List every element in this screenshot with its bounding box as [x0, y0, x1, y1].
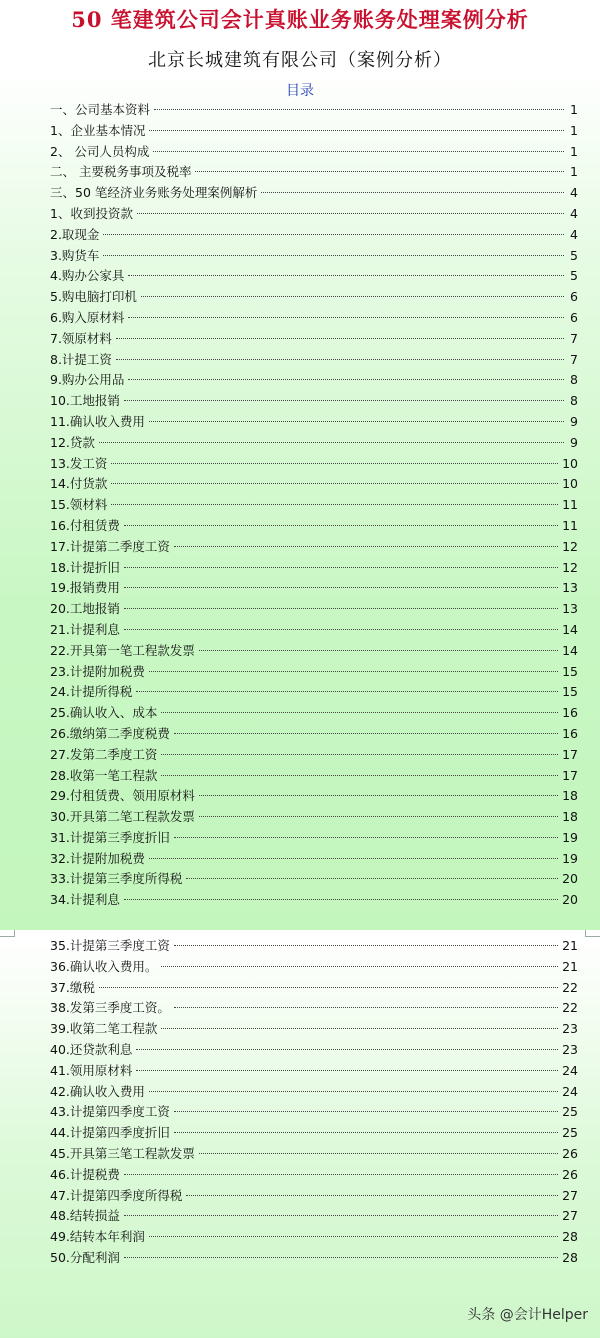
toc-entry-label: 33.计提第三季度所得税: [50, 871, 183, 887]
toc-leader-dots: [137, 213, 564, 214]
toc-entry-page-number: 25: [562, 1125, 578, 1141]
toc-entry-label: 7.领原材料: [50, 330, 112, 346]
toc-entry-label: 22.开具第一笔工程款发票: [50, 642, 195, 658]
toc-entry-label: 三、50 笔经济业务账务处理案例解析: [50, 185, 258, 201]
toc-leader-dots: [174, 733, 558, 734]
toc-entry-page-number: 18: [562, 809, 578, 825]
toc-entry[interactable]: [50, 391, 578, 412]
toc-entry-label: 40.还贷款利息: [50, 1041, 133, 1057]
toc-entry-page-number: 1: [570, 164, 578, 180]
toc-leader-dots: [124, 567, 558, 568]
toc-leader-dots: [199, 795, 558, 796]
toc-leader-dots: [124, 1215, 558, 1216]
document-title: 50 笔建筑公司会计真账业务账务处理案例分析: [71, 7, 529, 32]
toc-entry-page-number: 26: [562, 1166, 578, 1182]
toc-entry[interactable]: [50, 1206, 578, 1227]
toc-entry-page-number: 20: [562, 871, 578, 887]
toc-entry-label: 42.确认收入费用: [50, 1083, 145, 1099]
toc-entry-page-number: 1: [570, 143, 578, 159]
toc-entry[interactable]: [50, 978, 578, 999]
toc-entry-label: 10.工地报销: [50, 393, 120, 409]
toc-entry-page-number: 11: [562, 497, 578, 513]
toc-entry-label: 13.发工资: [50, 455, 108, 471]
toc-entry-page-number: 7: [570, 351, 578, 367]
toc-entry[interactable]: [50, 1186, 578, 1207]
toc-entry-page-number: 22: [562, 979, 578, 995]
toc-entry-label: 二、 主要税务事项及税率: [50, 164, 192, 180]
toc-entry-page-number: 13: [562, 601, 578, 617]
toc-entry-label: 45.开具第三笔工程款发票: [50, 1145, 195, 1161]
toc-leader-dots: [161, 754, 558, 755]
toc-entry-label: 18.计提折旧: [50, 559, 120, 575]
toc-entry-label: 27.发第二季度工资: [50, 746, 158, 762]
toc-entry-label: 12.贷款: [50, 434, 95, 450]
toc-entry[interactable]: [50, 1165, 578, 1186]
toc-leader-dots: [261, 192, 564, 193]
toc-entry-page-number: 14: [562, 642, 578, 658]
toc-entry-page-number: 24: [562, 1083, 578, 1099]
toc-entry-label: 29.付租赁费、领用原材料: [50, 788, 195, 804]
toc-entry[interactable]: [50, 1061, 578, 1082]
toc-entry-label: 9.购办公用品: [50, 372, 125, 388]
toc-entry-label: 28.收第一笔工程款: [50, 767, 158, 783]
toc-entry-label: 50.分配利润: [50, 1249, 120, 1265]
toc-entry[interactable]: [50, 474, 578, 495]
toc-leader-dots: [199, 1153, 558, 1154]
toc-leader-dots: [124, 1257, 558, 1258]
toc-entry-page-number: 10: [562, 476, 578, 492]
toc-leader-dots: [136, 1070, 558, 1071]
toc-leader-dots: [195, 171, 564, 172]
toc-entry-label: 8.计提工资: [50, 351, 112, 367]
toc-entry-label: 47.计提第四季度所得税: [50, 1187, 183, 1203]
toc-entry[interactable]: [50, 121, 578, 142]
toc-entry[interactable]: [50, 936, 578, 957]
toc-leader-dots: [199, 816, 558, 817]
toc-entry[interactable]: [50, 766, 578, 787]
toc-entry-label: 17.计提第二季度工资: [50, 538, 170, 554]
toc-entry[interactable]: [50, 599, 578, 620]
toc-leader-dots: [124, 608, 558, 609]
toc-entry[interactable]: [50, 641, 578, 662]
toc-entry-page-number: 19: [562, 829, 578, 845]
toc-list-page-1: [50, 100, 578, 911]
toc-entry-page-number: 18: [562, 788, 578, 804]
toc-entry-label: 36.确认收入费用。: [50, 958, 158, 974]
toc-entry[interactable]: [50, 433, 578, 454]
toc-entry-page-number: 5: [570, 247, 578, 263]
toc-entry[interactable]: [50, 869, 578, 890]
toc-leader-dots: [136, 1049, 558, 1050]
toc-leader-dots: [99, 987, 558, 988]
toc-entry[interactable]: [50, 308, 578, 329]
page-corner-mark-right: [585, 930, 600, 937]
toc-entry-label: 1、企业基本情况: [50, 122, 146, 138]
toc-entry[interactable]: [50, 1123, 578, 1144]
toc-entry-page-number: 11: [562, 517, 578, 533]
toc-entry-label: 31.计提第三季度折旧: [50, 829, 170, 845]
toc-entry-label: 24.计提所得税: [50, 684, 133, 700]
toc-entry-page-number: 4: [570, 185, 578, 201]
toc-entry[interactable]: [50, 495, 578, 516]
toc-entry-page-number: 14: [562, 621, 578, 637]
toc-leader-dots: [124, 1174, 558, 1175]
document-subtitle: 北京长城建筑有限公司（案例分析）: [148, 50, 452, 71]
toc-entry[interactable]: [50, 412, 578, 433]
toc-entry-label: 3.购货车: [50, 247, 100, 263]
toc-leader-dots: [116, 338, 564, 339]
toc-leader-dots: [124, 587, 558, 588]
toc-entry[interactable]: [50, 745, 578, 766]
toc-entry-page-number: 25: [562, 1104, 578, 1120]
toc-leader-dots: [111, 483, 558, 484]
toc-leader-dots: [103, 234, 564, 235]
toc-leader-dots: [149, 671, 558, 672]
toc-leader-dots: [136, 691, 558, 692]
toc-leader-dots: [174, 546, 558, 547]
toc-entry-label: 一、公司基本资料: [50, 102, 151, 117]
toc-entry-page-number: 28: [562, 1229, 578, 1245]
toc-entry-label: 4.购办公家具: [50, 268, 125, 284]
toc-entry-label: 49.结转本年利润: [50, 1229, 145, 1245]
toc-entry-label: 23.计提附加税费: [50, 663, 145, 679]
toc-entry-label: 46.计提税费: [50, 1166, 120, 1182]
toc-entry[interactable]: [50, 162, 578, 183]
toc-entry[interactable]: [50, 204, 578, 225]
toc-entry[interactable]: [50, 266, 578, 287]
toc-entry-page-number: 6: [570, 289, 578, 305]
toc-entry[interactable]: [50, 662, 578, 683]
toc-entry[interactable]: [50, 578, 578, 599]
toc-leader-dots: [186, 878, 558, 879]
toc-entry-page-number: 10: [562, 455, 578, 471]
toc-entry[interactable]: [50, 620, 578, 641]
toc-entry[interactable]: [50, 454, 578, 475]
toc-entry-label: 11.确认收入费用: [50, 413, 145, 429]
toc-leader-dots: [149, 1236, 558, 1237]
toc-entry-label: 20.工地报销: [50, 601, 120, 617]
toc-leader-dots: [149, 858, 558, 859]
toc-entry-label: 41.领用原材料: [50, 1062, 133, 1078]
toc-entry-label: 5.购电脑打印机: [50, 289, 137, 305]
toc-entry-page-number: 1: [570, 122, 578, 138]
toc-entry[interactable]: [50, 537, 578, 558]
toc-leader-dots: [154, 109, 564, 110]
toc-entry[interactable]: [50, 828, 578, 849]
toc-entry[interactable]: [50, 287, 578, 308]
toc-entry[interactable]: [50, 1248, 578, 1269]
toc-leader-dots: [111, 504, 558, 505]
toc-entry-page-number: 8: [570, 372, 578, 388]
toc-entry[interactable]: [50, 1227, 578, 1248]
toc-entry[interactable]: [50, 1019, 578, 1040]
toc-entry[interactable]: [50, 890, 578, 911]
toc-entry-page-number: 8: [570, 393, 578, 409]
toc-entry[interactable]: [50, 1102, 578, 1123]
toc-leader-dots: [186, 1195, 558, 1196]
toc-leader-dots: [174, 1132, 558, 1133]
toc-leader-dots: [128, 275, 564, 276]
toc-leader-dots: [141, 296, 564, 297]
toc-list-page-2: [50, 936, 578, 1269]
toc-entry-label: 37.缴税: [50, 979, 95, 995]
toc-entry-page-number: 9: [570, 413, 578, 429]
watermark: 头条 @会计Helper: [467, 1307, 588, 1323]
toc-leader-dots: [174, 1111, 558, 1112]
toc-leader-dots: [124, 400, 564, 401]
toc-entry[interactable]: [50, 558, 578, 579]
toc-entry[interactable]: [50, 183, 578, 204]
toc-entry-label: 16.付租赁费: [50, 517, 120, 533]
toc-entry-page-number: 4: [570, 205, 578, 221]
toc-entry-page-number: 26: [562, 1145, 578, 1161]
toc-entry-label: 2.取现金: [50, 226, 100, 242]
toc-entry[interactable]: [50, 786, 578, 807]
toc-entry[interactable]: [50, 225, 578, 246]
toc-entry-page-number: 28: [562, 1249, 578, 1265]
toc-entry[interactable]: [50, 849, 578, 870]
toc-leader-dots: [149, 130, 564, 131]
toc-entry-page-number: 12: [562, 538, 578, 554]
toc-leader-dots: [149, 421, 564, 422]
toc-entry-label: 25.确认收入、成本: [50, 705, 158, 721]
toc-entry-page-number: 27: [562, 1208, 578, 1224]
toc-leader-dots: [174, 837, 558, 838]
toc-entry-label: 32.计提附加税费: [50, 850, 145, 866]
toc-entry-label: 1、收到投资款: [50, 205, 133, 221]
toc-entry-page-number: 17: [562, 746, 578, 762]
toc-entry-page-number: 17: [562, 767, 578, 783]
toc-leader-dots: [111, 463, 558, 464]
toc-entry-label: 30.开具第二笔工程款发票: [50, 809, 195, 825]
toc-entry[interactable]: [50, 100, 578, 121]
toc-entry[interactable]: [50, 1040, 578, 1061]
toc-entry[interactable]: [50, 807, 578, 828]
toc-entry-label: 6.购入原材料: [50, 309, 125, 325]
page-corner-mark-left: [0, 930, 15, 937]
toc-leader-dots: [103, 255, 564, 256]
toc-entry-page-number: 4: [570, 226, 578, 242]
toc-leader-dots: [124, 629, 558, 630]
toc-entry[interactable]: [50, 142, 578, 163]
toc-entry-page-number: 21: [562, 958, 578, 974]
toc-entry-page-number: 5: [570, 268, 578, 284]
toc-leader-dots: [199, 650, 558, 651]
toc-entry-label: 26.缴纳第二季度税费: [50, 725, 170, 741]
toc-leader-dots: [124, 525, 558, 526]
toc-entry[interactable]: [50, 246, 578, 267]
toc-entry-label: 38.发第三季度工资。: [50, 1000, 170, 1016]
toc-entry-label: 44.计提第四季度折旧: [50, 1125, 170, 1141]
toc-leader-dots: [116, 359, 564, 360]
toc-entry-label: 21.计提利息: [50, 621, 120, 637]
toc-entry-page-number: 24: [562, 1062, 578, 1078]
toc-entry[interactable]: [50, 682, 578, 703]
toc-entry-label: 35.计提第三季度工资: [50, 938, 170, 953]
toc-entry[interactable]: [50, 957, 578, 978]
toc-entry-label: 39.收第二笔工程款: [50, 1021, 158, 1037]
toc-entry[interactable]: [50, 370, 578, 391]
toc-entry-page-number: 23: [562, 1041, 578, 1057]
toc-entry[interactable]: [50, 350, 578, 371]
toc-leader-dots: [161, 712, 558, 713]
toc-leader-dots: [99, 442, 564, 443]
toc-entry-label: 48.结转损益: [50, 1208, 120, 1224]
toc-entry-label: 43.计提第四季度工资: [50, 1104, 170, 1120]
toc-entry-page-number: 15: [562, 663, 578, 679]
toc-entry[interactable]: [50, 1082, 578, 1103]
toc-entry-page-number: 7: [570, 330, 578, 346]
toc-entry-label: 34.计提利息: [50, 892, 120, 908]
toc-entry-page-number: 19: [562, 850, 578, 866]
toc-leader-dots: [174, 945, 558, 946]
toc-entry-label: 15.领材料: [50, 497, 108, 513]
toc-leader-dots: [149, 1091, 558, 1092]
toc-heading[interactable]: 目录: [286, 83, 314, 99]
toc-entry-page-number: 15: [562, 684, 578, 700]
toc-leader-dots: [124, 899, 558, 900]
toc-entry-page-number: 13: [562, 580, 578, 596]
toc-entry[interactable]: [50, 724, 578, 745]
toc-entry[interactable]: [50, 1144, 578, 1165]
toc-entry[interactable]: [50, 998, 578, 1019]
toc-entry-page-number: 6: [570, 309, 578, 325]
toc-entry-page-number: 20: [562, 892, 578, 908]
toc-entry[interactable]: [50, 516, 578, 537]
toc-entry-label: 2、 公司人员构成: [50, 143, 150, 159]
toc-entry[interactable]: [50, 329, 578, 350]
toc-entry-page-number: 23: [562, 1021, 578, 1037]
toc-leader-dots: [161, 1028, 558, 1029]
toc-entry-page-number: 16: [562, 705, 578, 721]
toc-entry-label: 14.付货款: [50, 476, 108, 492]
toc-leader-dots: [161, 966, 558, 967]
toc-entry-page-number: 22: [562, 1000, 578, 1016]
toc-entry-page-number: 12: [562, 559, 578, 575]
toc-leader-dots: [128, 317, 564, 318]
toc-entry-page-number: 21: [562, 938, 578, 953]
toc-entry-page-number: 27: [562, 1187, 578, 1203]
toc-entry[interactable]: [50, 703, 578, 724]
toc-leader-dots: [153, 151, 564, 152]
toc-leader-dots: [128, 379, 564, 380]
toc-entry-label: 19.报销费用: [50, 580, 120, 596]
toc-leader-dots: [174, 1007, 558, 1008]
toc-leader-dots: [161, 775, 558, 776]
toc-entry-page-number: 9: [570, 434, 578, 450]
toc-entry-page-number: 1: [570, 102, 578, 117]
toc-entry-page-number: 16: [562, 725, 578, 741]
